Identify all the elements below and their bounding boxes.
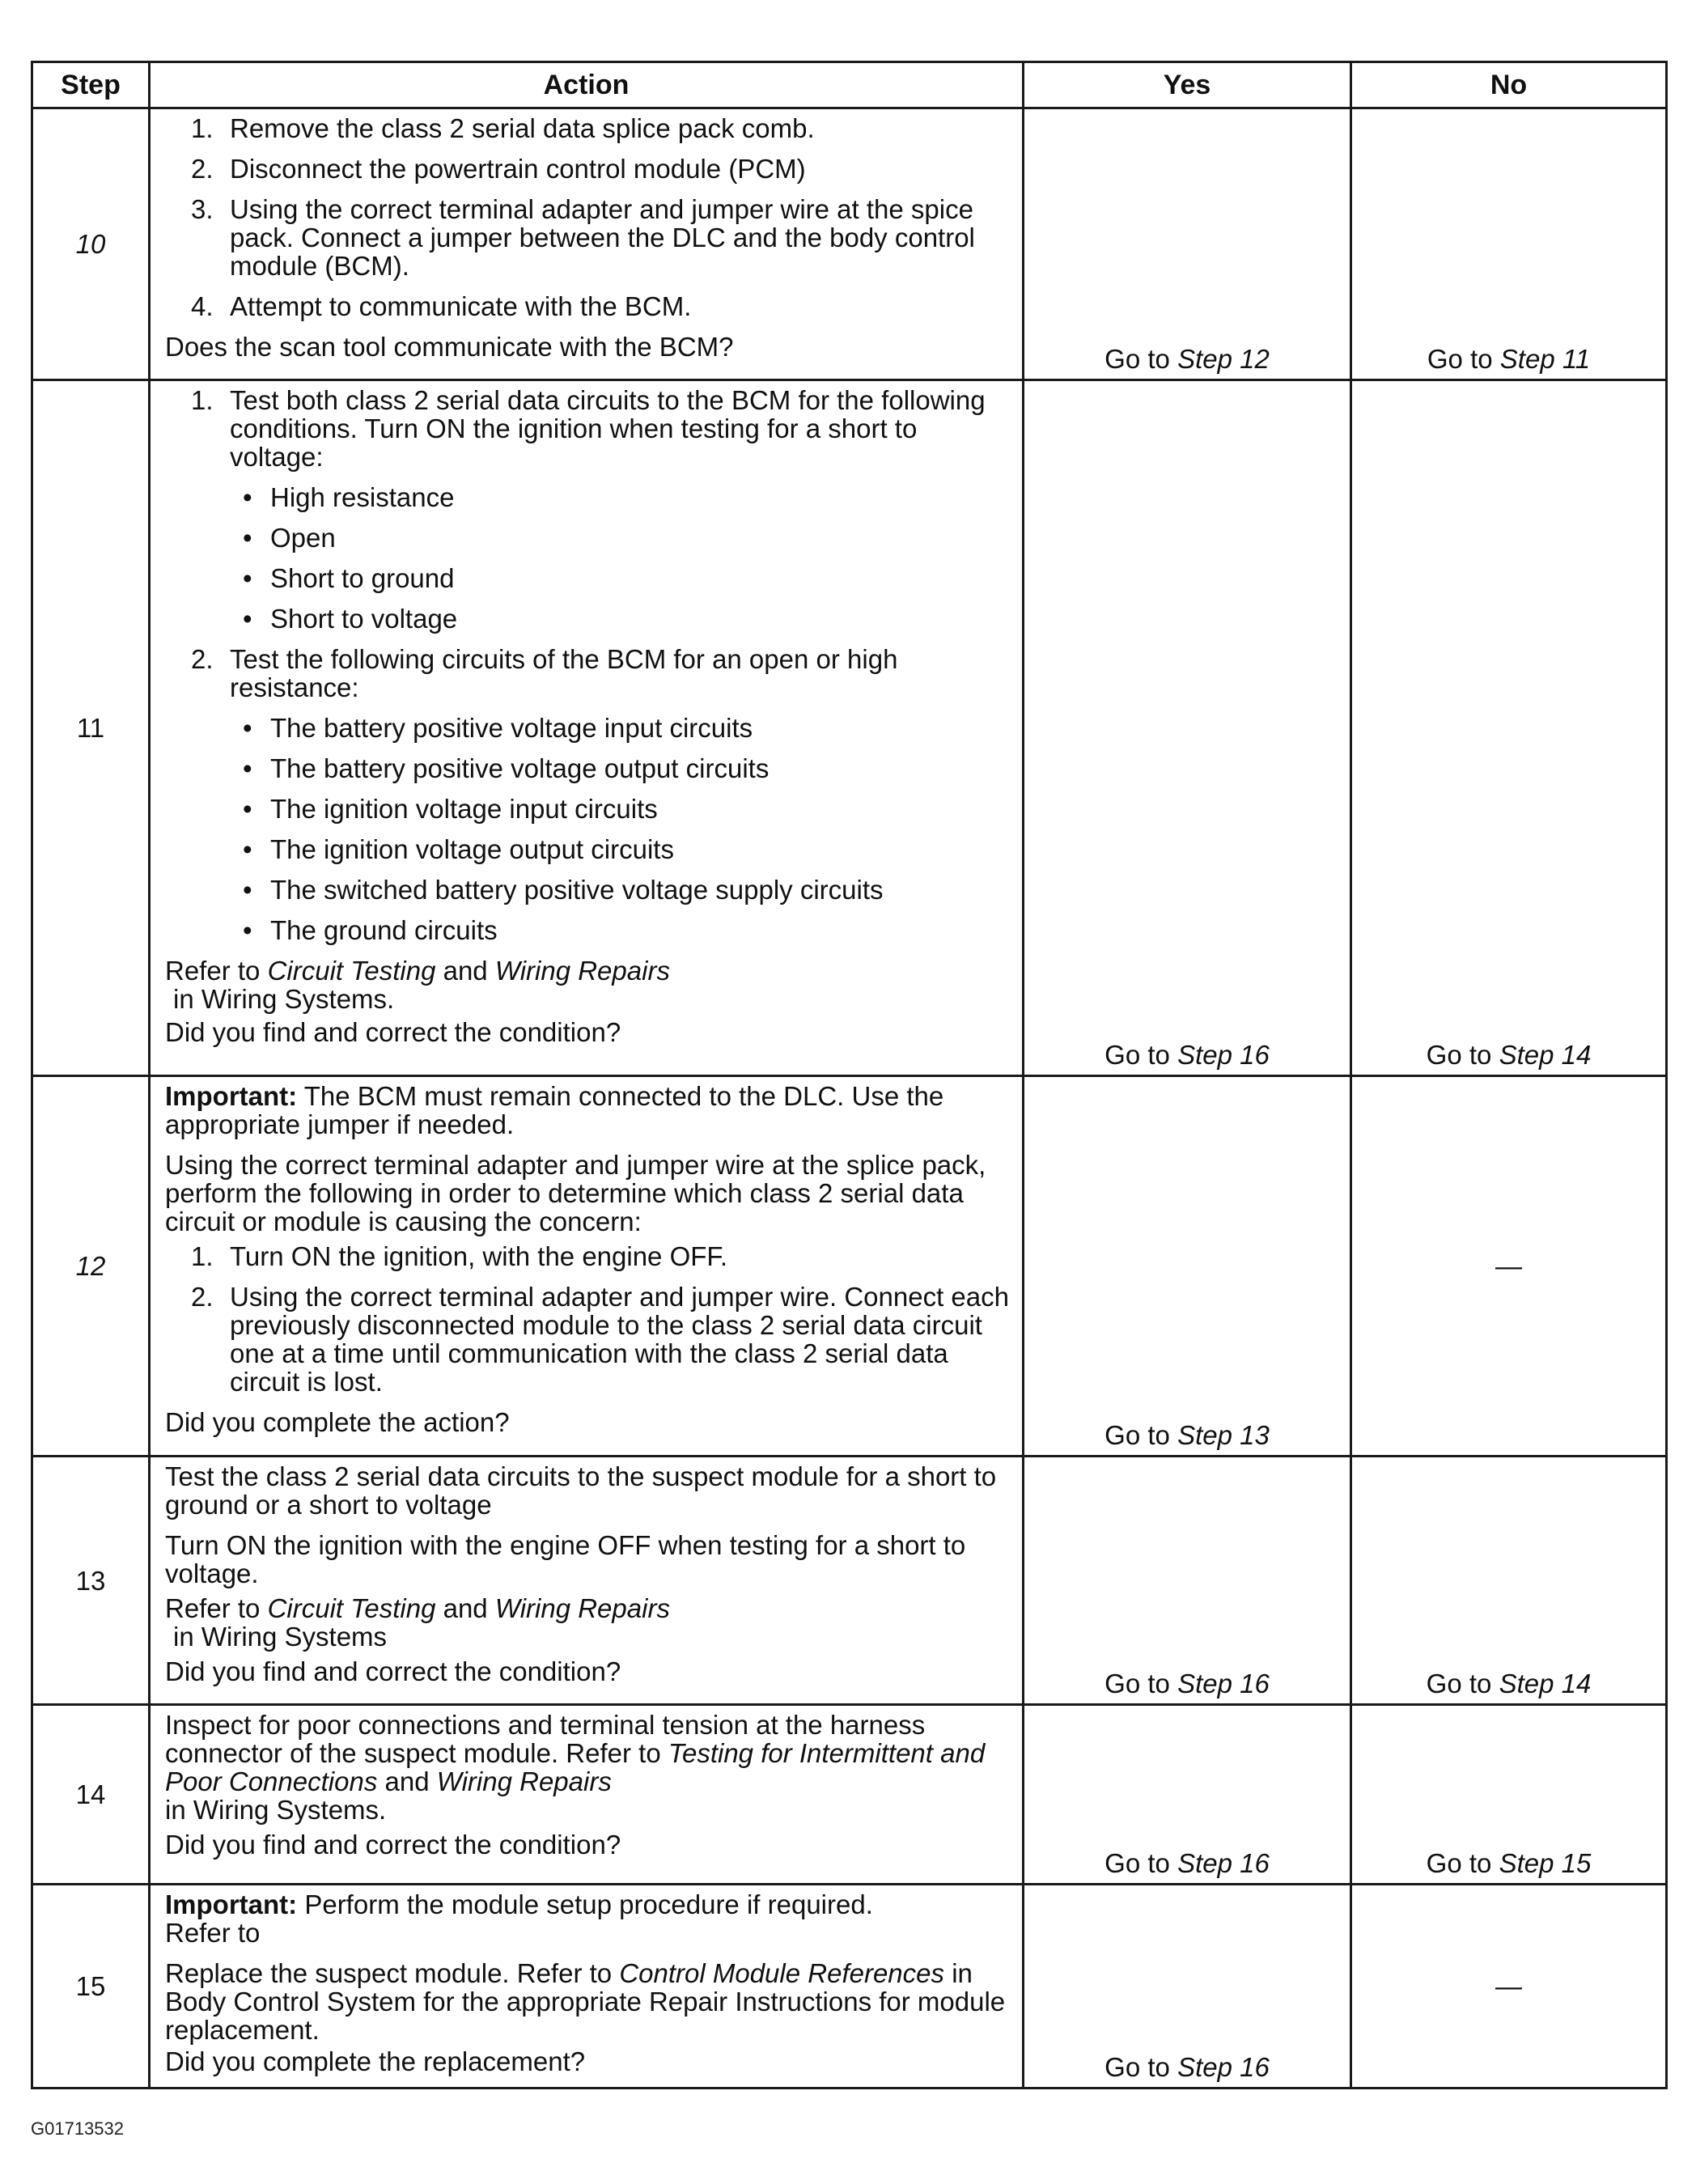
table-row-step-14 bbox=[32, 1705, 1667, 1885]
action-cell: 1. Test both class 2 serial data circuits to the BCM for the following conditions. Turn ON the ignition when testing for a short to voltage: • High resistance • Open • Short to ground • Short to voltage 2. Test the following circuits of the BCM for an open or high resistance: • The battery positive voltage input circuits • The battery positive voltage output circuits • The ignition voltage input circuits • The ignition voltage output circuits • The switched battery positive voltage supply circuits • The ground circuits Refer to Circuit Testing and Wiring Repairs in Wiring Systems. Did you find and correct the condition? bbox=[150, 380, 1024, 1076]
list-number: 2. bbox=[191, 154, 214, 184]
bullet-item: Short to voltage bbox=[270, 604, 458, 634]
yes-cell: Go to Step 16 bbox=[1024, 380, 1351, 1076]
action-cell: Inspect for poor connections and terminal tension at the harness connector of the suspect module. Refer to Testing for Intermittent and Poor Connections and Wiring Repairs in Wiring Systems. Did you find and correct the condition? bbox=[150, 1705, 1024, 1885]
yes-cell: Go to Step 13 bbox=[1024, 1076, 1351, 1457]
action-cell: Test the class 2 serial data circuits to the suspect module for a short to ground or a short to voltage Turn ON the ignition with the engine OFF when testing for a short to voltage. Refer to Circuit Testing and Wiring Repairs in Wiring Systems Did you find and correct the condition? bbox=[150, 1457, 1024, 1705]
bullet-item: High resistance bbox=[270, 482, 455, 512]
reference-control-module: Control Module References bbox=[619, 1958, 945, 1988]
list-item: Using the correct terminal adapter and jumper wire at the spice pack. Connect a jumper between the DLC and the body control module (BCM). bbox=[230, 194, 975, 281]
bullet-icon: • bbox=[243, 523, 252, 553]
important-note: Important: Perform the module setup procedure if required. bbox=[165, 1889, 873, 1919]
bullet-icon: • bbox=[243, 875, 252, 905]
list-number: 1. bbox=[191, 1241, 214, 1271]
list-number: 1. bbox=[191, 113, 214, 143]
no-cell: Go to Step 15 bbox=[1351, 1705, 1667, 1885]
step-number: 15 bbox=[32, 1885, 150, 2089]
figure-id: G01713532 bbox=[31, 2118, 124, 2139]
question-text: Did you find and correct the condition? bbox=[165, 1830, 621, 1860]
yes-cell: Go to Step 12 bbox=[1024, 108, 1351, 380]
no-cell: Go to Step 14 bbox=[1351, 1457, 1667, 1705]
list-number: 3. bbox=[191, 194, 214, 224]
step-number: 12 bbox=[32, 1076, 150, 1457]
bullet-item: The battery positive voltage output circuits bbox=[270, 753, 770, 783]
bullet-item: The ignition voltage input circuits bbox=[270, 794, 658, 824]
reference-text: Inspect for poor connections and terminal tension at the harness connector of the suspect module. Refer to Testing for Intermittent and Poor Connections and Wiring Repairs bbox=[165, 1710, 986, 1796]
bullet-item: The switched battery positive voltage supply circuits bbox=[270, 875, 884, 905]
step-number: 11 bbox=[32, 380, 150, 1076]
bullet-icon: • bbox=[243, 834, 252, 864]
bullet-icon: • bbox=[243, 713, 252, 743]
goto-step-link: Step 15 bbox=[1499, 1848, 1592, 1878]
goto-step-link: Step 16 bbox=[1177, 1669, 1270, 1698]
list-item: Remove the class 2 serial data splice pack comb. bbox=[230, 113, 815, 143]
yes-cell: Go to Step 16 bbox=[1024, 1457, 1351, 1705]
step-number: 13 bbox=[32, 1457, 150, 1705]
bullet-item: The ignition voltage output circuits bbox=[270, 834, 674, 864]
step-number: 14 bbox=[32, 1705, 150, 1885]
bullet-item: The battery positive voltage input circuits bbox=[270, 713, 753, 743]
question-text: Did you complete the replacement? bbox=[165, 2046, 586, 2076]
header-yes: Yes bbox=[1024, 62, 1351, 108]
table-row-step-12 bbox=[32, 1076, 1667, 1457]
diagnostic-procedure-table bbox=[31, 61, 1668, 2089]
list-number: 2. bbox=[191, 644, 214, 674]
reference-text: Refer to Circuit Testing and Wiring Repairs bbox=[165, 956, 670, 986]
reference-wiring-repairs: Wiring Repairs bbox=[436, 1766, 612, 1796]
table-row-step-10 bbox=[32, 108, 1667, 380]
table-row-step-13 bbox=[32, 1457, 1667, 1705]
question-text: Did you find and correct the condition? bbox=[165, 1656, 621, 1686]
list-item: Using the correct terminal adapter and jumper wire. Connect each previously disconnected module to the class 2 serial data circuit one at a time until communication with the class 2 serial data circuit is lost. bbox=[230, 1282, 1009, 1397]
table-row-step-15 bbox=[32, 1885, 1667, 2089]
list-item: Test both class 2 serial data circuits to the BCM for the following conditions. Turn ON the ignition when testing for a short to voltage: bbox=[230, 385, 986, 472]
bullet-item: The ground circuits bbox=[270, 915, 498, 945]
reference-wiring-repairs: Wiring Repairs bbox=[494, 1593, 670, 1623]
goto-step-link: Step 16 bbox=[1177, 1848, 1270, 1878]
goto-step-link: Step 14 bbox=[1499, 1040, 1592, 1070]
question-text: Did you find and correct the condition? bbox=[165, 1017, 621, 1047]
header-action: Action bbox=[150, 62, 1024, 108]
question-text: Did you complete the action? bbox=[165, 1407, 510, 1437]
header-no: No bbox=[1351, 62, 1667, 108]
list-number: 2. bbox=[191, 1282, 214, 1312]
list-item: Test the following circuits of the BCM for an open or high resistance: bbox=[230, 644, 898, 702]
reference-wiring-repairs: Wiring Repairs bbox=[494, 956, 670, 986]
no-cell: — bbox=[1351, 1076, 1667, 1457]
goto-step-link: Step 13 bbox=[1177, 1420, 1270, 1450]
table-row-step-11 bbox=[32, 380, 1667, 1076]
goto-step-link: Step 14 bbox=[1499, 1669, 1592, 1698]
action-cell bbox=[150, 108, 1024, 380]
bullet-icon: • bbox=[243, 563, 252, 593]
important-note: Important: The BCM must remain connected to the DLC. Use the appropriate jumper if needed. bbox=[165, 1081, 944, 1139]
goto-step-link: Step 16 bbox=[1177, 1040, 1270, 1070]
bullet-icon: • bbox=[243, 915, 252, 945]
bullet-icon: • bbox=[243, 482, 252, 512]
question-text: Does the scan tool communicate with the BCM? bbox=[165, 332, 734, 362]
step-number: 10 bbox=[32, 108, 150, 380]
yes-cell: Go to Step 16 bbox=[1024, 1705, 1351, 1885]
no-cell: — bbox=[1351, 1885, 1667, 2089]
reference-circuit-testing: Circuit Testing bbox=[267, 1593, 436, 1623]
list-number: 4. bbox=[191, 291, 214, 321]
list-number: 1. bbox=[191, 385, 214, 415]
no-cell: Go to Step 11 bbox=[1351, 108, 1667, 380]
action-cell: Important: Perform the module setup procedure if required. Refer to Replace the suspect module. Refer to Control Module References in Body Control System for the appropriate Repair Instructions for module replacement. Did you complete the replacement? bbox=[150, 1885, 1024, 2089]
bullet-icon: • bbox=[243, 604, 252, 634]
goto-step-link: Step 11 bbox=[1499, 344, 1591, 374]
goto-step-link: Step 16 bbox=[1177, 2052, 1270, 2082]
bullet-item: Open bbox=[270, 523, 336, 553]
list-item: Attempt to communicate with the BCM. bbox=[230, 291, 692, 321]
yes-cell: Go to Step 16 bbox=[1024, 1885, 1351, 2089]
reference-text: Refer to Circuit Testing and Wiring Repairs bbox=[165, 1593, 670, 1623]
no-cell: Go to Step 14 bbox=[1351, 380, 1667, 1076]
reference-circuit-testing: Circuit Testing bbox=[267, 956, 436, 986]
bullet-icon: • bbox=[243, 753, 252, 783]
reference-intermittent: Testing for Intermittent and Poor Connections bbox=[165, 1738, 986, 1796]
table-header-row bbox=[32, 62, 1667, 108]
reference-text: Replace the suspect module. Refer to Control Module References in Body Control System for the appropriate Repair Instructions for module replacement. bbox=[165, 1958, 1006, 2045]
bullet-item: Short to ground bbox=[270, 563, 455, 593]
action-cell: Important: The BCM must remain connected to the DLC. Use the appropriate jumper if needed. Using the correct terminal adapter and jumper wire at the splice pack, perform the following in order to determine which class 2 serial data circuit or module is causing the concern: 1. Turn ON the ignition, with the engine OFF. 2. Using the correct terminal adapter and jumper wire. Connect each previously disconnected module to the class 2 serial data circuit one at a time until communication with the class 2 serial data circuit is lost. Did you complete the action? bbox=[150, 1076, 1024, 1457]
list-item: Disconnect the powertrain control module (PCM) bbox=[230, 154, 806, 184]
goto-step-link: Step 12 bbox=[1177, 344, 1270, 374]
list-item: Turn ON the ignition, with the engine OFF. bbox=[230, 1241, 728, 1271]
bullet-icon: • bbox=[243, 794, 252, 824]
header-step: Step bbox=[32, 62, 150, 108]
